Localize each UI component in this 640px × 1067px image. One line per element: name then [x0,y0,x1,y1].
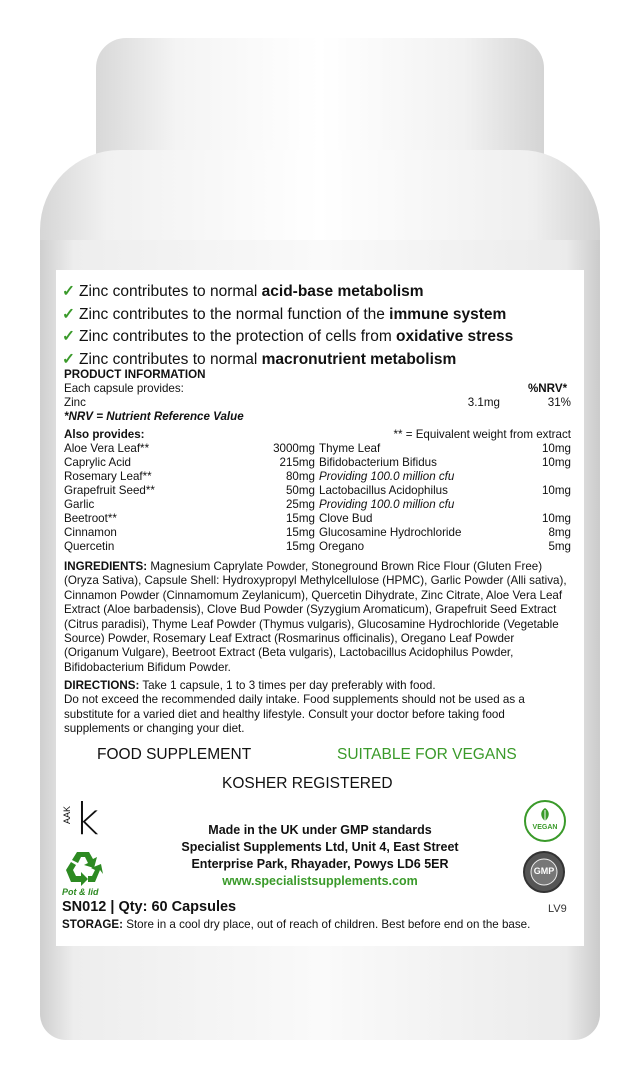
recycle-icon [62,848,104,888]
left-item-amount: 80mg [285,470,315,483]
storage-label: STORAGE: [62,918,123,931]
health-claims [62,281,513,371]
leaf-icon [537,807,553,823]
storage-text: Store in a cool dry place, out of reach of children. Best before end on the base. [126,918,531,931]
aak-logo-small: AAK [62,806,72,825]
left-item-name: Rosemary Leaf** [64,470,152,483]
left-item-amount: 50mg [285,484,315,497]
directions-paragraph [64,679,572,737]
vegan-badge [524,800,566,842]
directions-label: DIRECTIONS: [64,679,140,692]
address-line: Enterprise Park, Rhayader, Powys LD6 5ER [191,857,449,871]
suitable-vegans-text: SUITABLE FOR VEGANS [337,746,517,763]
right-item-name: Glucosamine Hydrochloride [319,526,462,539]
sku-text: SN012 | Qty: 60 Capsules [62,899,237,915]
aak-logo [62,794,106,845]
product-info-heading: PRODUCT INFORMATION [64,368,206,381]
company-line: Specialist Supplements Ltd, Unit 4, East Street [181,840,459,854]
directions-text: Take 1 capsule, 1 to 3 times per day preferably with food. [142,679,436,692]
right-item-amount: 10mg [541,484,571,497]
right-item-amount: 10mg [541,512,571,525]
zinc-amount: 3.1mg [467,396,500,409]
claim-2: ✓ Zinc contributes to the normal function of the immune system [62,305,507,323]
website-link[interactable]: www.specialistsupplements.com [222,874,418,888]
gmp-badge-text: GMP [533,866,555,876]
left-item-name: Beetroot** [64,512,117,525]
left-item-amount: 3000mg [273,442,315,455]
left-item-name: Cinnamon [64,526,117,539]
also-provides-heading: Also provides: [64,428,145,441]
equivalent-note: ** = Equivalent weight from extract [393,428,571,441]
left-item-amount: 15mg [285,526,315,539]
right-item-amount: 8mg [548,526,571,539]
manufacturer-block [150,822,490,890]
made-in-uk: Made in the UK under GMP standards [208,823,432,837]
right-item-name: Thyme Leaf [319,442,381,455]
kosher-text: KOSHER REGISTERED [222,775,393,792]
nrv-note: *NRV = Nutrient Reference Value [64,410,244,423]
directions-warning: Do not exceed the recommended daily intake. Food supplements should not be used as a substitute for a varied diet and healthy lifestyle. Consult your doctor before taking food supplements or changing your diet. [64,693,525,736]
claim-1: ✓ Zinc contributes to normal acid-base metabolism [62,283,424,300]
ingredients-paragraph [64,560,572,675]
left-item-amount: 25mg [285,498,315,511]
zinc-name: Zinc [64,396,86,409]
right-item-amount: 5mg [548,540,571,553]
left-item-amount: 15mg [285,540,315,553]
right-item-name: Lactobacillus Acidophilus [319,484,448,497]
each-capsule-text: Each capsule provides: [64,382,184,395]
food-supplement-text: FOOD SUPPLEMENT [97,746,252,763]
check-icon: ✓ [62,350,75,368]
right-item-name: Oregano [319,540,365,553]
right-item-note: Providing 100.0 million cfu [319,498,455,511]
left-item-name: Grapefruit Seed** [64,484,155,497]
left-item-amount: 215mg [279,456,315,469]
right-item-name: Clove Bud [319,512,373,525]
right-item-note: Providing 100.0 million cfu [319,470,455,483]
right-item-amount: 10mg [541,442,571,455]
check-icon: ✓ [62,283,75,300]
right-item-amount: 10mg [541,456,571,469]
pot-lid-label: Pot & lid [62,887,99,897]
claim-3: ✓ Zinc contributes to the protection of cells from oxidative stress [62,328,514,345]
check-icon: ✓ [62,305,75,323]
label-version: LV9 [548,903,567,915]
claim-4: ✓ Zinc contributes to normal macronutrient metabolism [62,350,457,368]
left-item-name: Caprylic Acid [64,456,132,469]
check-icon: ✓ [62,328,75,345]
left-item-name: Quercetin [64,540,115,553]
left-item-name: Aloe Vera Leaf** [64,442,150,455]
nrv-header: %NRV* [528,382,568,395]
ingredients-label: INGREDIENTS: [64,560,148,573]
ingredients-text: Magnesium Caprylate Powder, Stoneground Brown Rice Flour (Gluten Free) (Oryza Sativa), Capsule Shell: Hydroxypropyl Methylcellulose (HPMC), Garlic Powder (Alli sativa), Cinnamon Powder (Cinnamomum Zeylanicum), Quercetin Dihydrate, Zinc Citrate, Aloe Vera Leaf Extract (Aloe barbadensis), Clove Bud Powder (Syzygium Aromaticum), Grapefruit Seed Extract (Citrus paradisi), Thyme Leaf Powder (Thymus vulgaris), Glucosamine Hydrochloride (Vegetable Source) Powder, Rosemary Leaf Extract (Rosmarinus officinalis), Oregano Leaf Powder (Origanum Vulgare), Beetroot Extract (Beta vulgaris), Lactobacillus Acidophilus Powder, Bifidobacterium Bifidum Powder. [64,560,567,674]
zinc-nrv: 31% [547,396,571,409]
storage-line [62,918,530,931]
left-item-amount: 15mg [285,512,315,525]
right-item-name: Bifidobacterium Bifidus [319,456,437,469]
vegan-badge-text: VEGAN [532,824,558,831]
aak-logo-k: k [74,794,100,845]
left-item-name: Garlic [64,498,95,511]
